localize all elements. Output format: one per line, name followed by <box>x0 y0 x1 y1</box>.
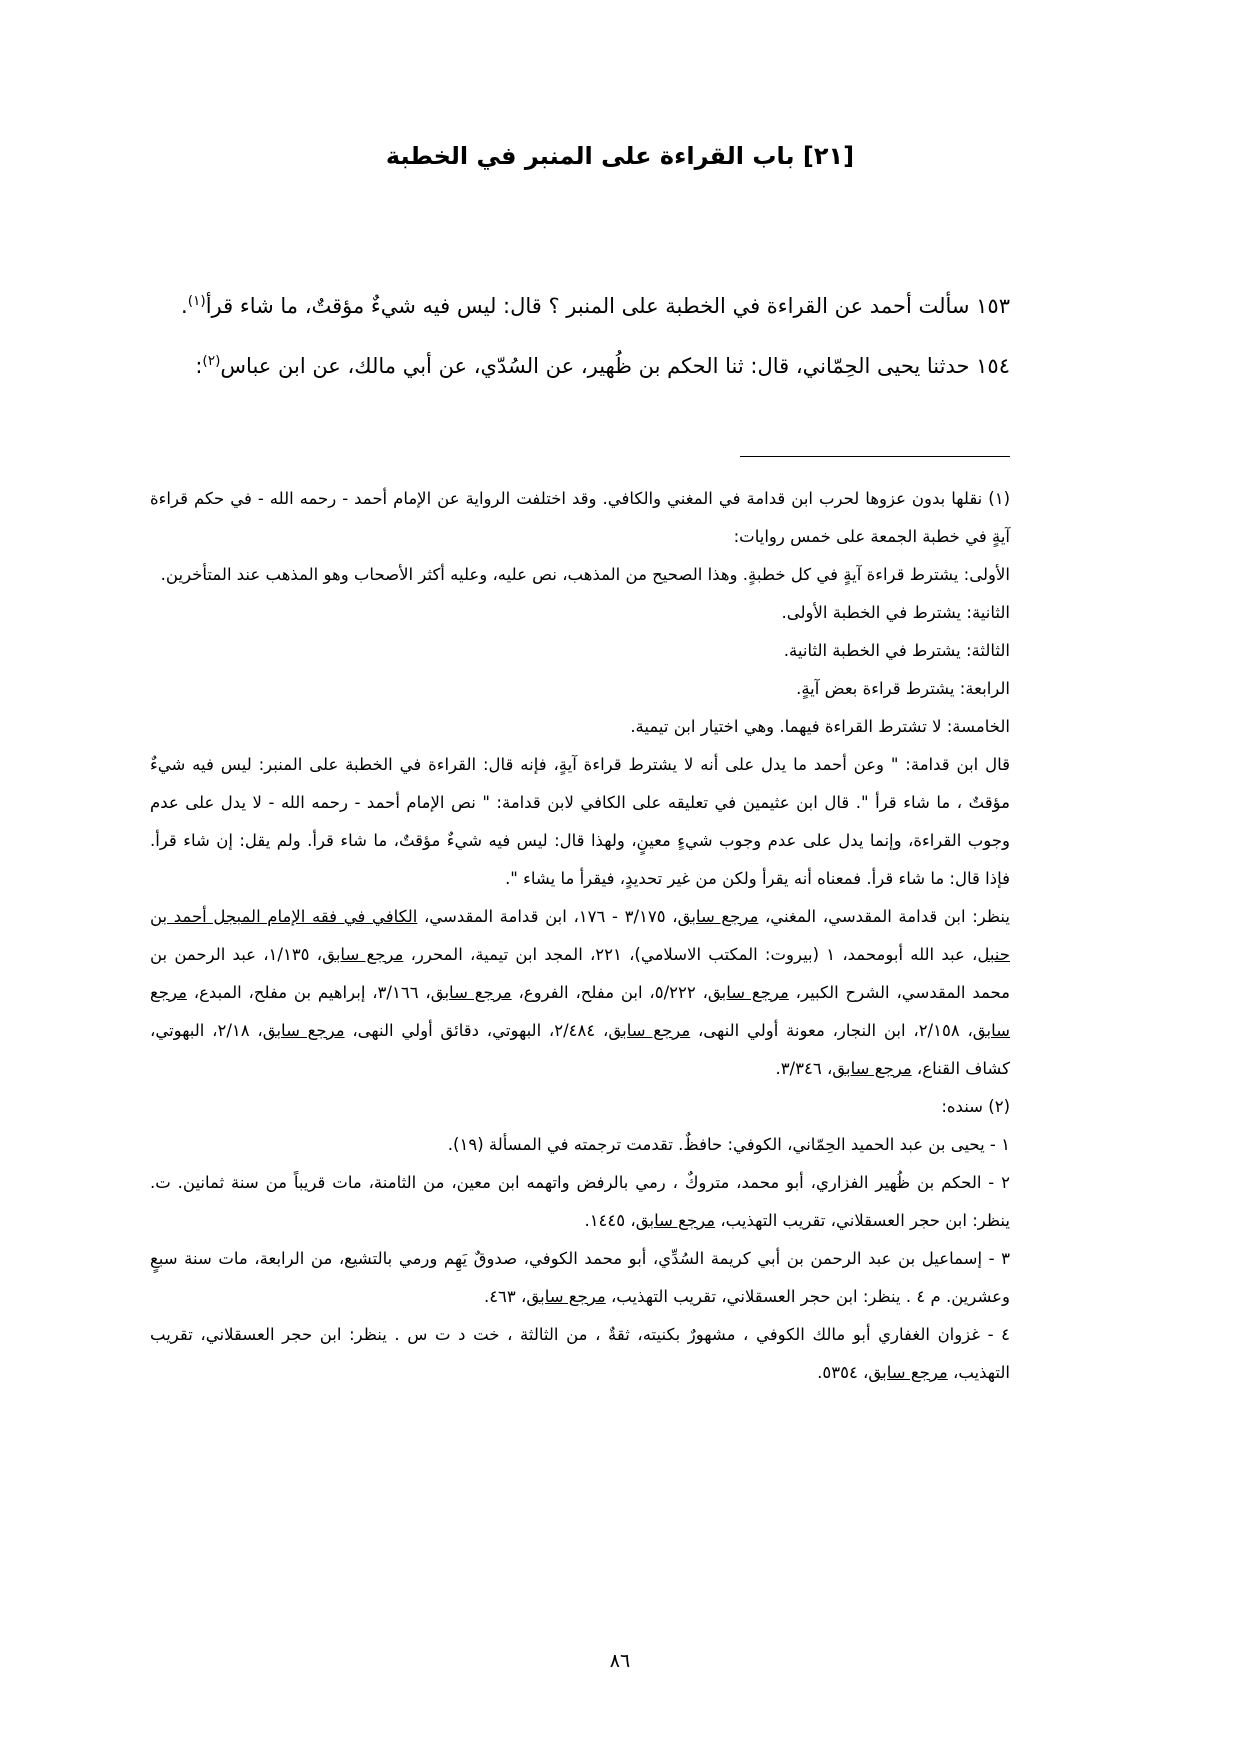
page-number: ٨٦ <box>609 1650 631 1672</box>
ref-link: مرجع سابق <box>430 983 512 1002</box>
footnote-1-fourth: الرابعة: يشترط قراءة بعض آيةٍ. <box>796 679 1010 698</box>
question-154-text: ١٥٤ حدثنا يحيى الحِمّاني، قال: ثنا الحكم بن ظُهير، عن السُدّي، عن أبي مالك، عن ابن عباس <box>220 354 1010 378</box>
ref-text: ، عبد الله أبومحمد، ١ (بيروت: المكتب الاسلامي)، ٢٢١، المجد ابن تيمية، المحرر، <box>403 945 978 964</box>
item-text: ٢ - الحكم بن ظُهير الفزاري، أبو محمد، متروكٌ ، رمي بالرفض واتهمه ابن معين، من الثامنة، مات قريباً من سنة ثمانين. ت. ينظر: ابن حجر العسقلاني، تقريب التهذيب، <box>150 1173 1010 1230</box>
ref-text: ، ٣/١٦٦، إبراهيم بن مفلح، المبدع، <box>186 983 431 1002</box>
ref-text: ، ٥/٢٢٢، ابن مفلح، الفروع، <box>511 983 708 1002</box>
ref-text: ينظر: ابن قدامة المقدسي، المغني، <box>758 907 1011 926</box>
ref-link: مرجع سابق <box>677 907 759 926</box>
question-153-end: . <box>181 294 188 318</box>
ref-text: ، ٣/٣٤٦. <box>775 1059 833 1078</box>
footnote-2-item-4 <box>150 1316 1010 1392</box>
ref-link: الكافي في فقه الإمام المبجل أحمد بن حنبل <box>150 907 1010 964</box>
ref-link: مرجع سابق <box>322 945 404 964</box>
ref-link: مرجع سابق <box>526 1287 606 1306</box>
footnote-1-intro: (١) نقلها بدون عزوها لحرب ابن قدامة في المغني والكافي. وقد اختلفت الرواية عن الإمام أحمد - رحمه الله - في حكم قراءة آيةٍ في خطبة الجمعة على خمس روايات: <box>150 489 1010 546</box>
footnote-1-third: الثالثة: يشترط في الخطبة الثانية. <box>783 641 1010 660</box>
ref-link: مرجع سابق <box>635 1211 716 1230</box>
question-154-end: : <box>195 354 203 378</box>
ref-link: مرجع سابق <box>608 1021 691 1040</box>
ref-text: ، ٣/١٧٥ - ١٧٦، ابن قدامة المقدسي، <box>417 907 678 926</box>
footnote-1-quote: قال ابن قدامة: " وعن أحمد ما يدل على أنه لا يشترط قراءة آيةٍ، فإنه قال: القراءة في الخطبة على المنبر: ليس فيه شيءٌ مؤقتٌ ، ما شاء قرأ ". قال ابن عثيمين في تعليقه على الكافي لابن قدامة: " نص الإمام أحمد - رحمه الله - لا يدل على عدم وجوب القراءة، وإنما يدل على عدم وجوب شيءٍ معينٍ، ولهذا قال: ليس فيه شيءٌ مؤقتٌ، ما شاء قرأ. ولم يقل: إن شاء قرأ. فإذا قال: ما شاء قرأ. فمعناه أنه يقرأ ولكن من غير تحديدٍ، فيقرأ ما يشاء ". <box>150 755 1010 888</box>
main-text <box>140 276 1010 396</box>
footnote-1-fifth: الخامسة: لا تشترط القراءة فيهما. وهي اختيار ابن تيمية. <box>630 717 1010 736</box>
item-text: ٣ - إسماعيل بن عبد الرحمن بن أبي كريمة السُدِّي، أبو محمد الكوفي، صدوقٌ يَهِم ورمي بالتشيع، من الرابعة، مات سنة سبعٍ وعشرين. م ٤ . ينظر: ابن حجر العسقلاني، تقريب التهذيب، <box>150 1249 1010 1306</box>
question-153 <box>140 276 1010 336</box>
footnote-1-references <box>150 898 1010 1088</box>
ref-link: مرجع سابق <box>262 1021 345 1040</box>
footnote-ref-2[interactable]: (٢) <box>202 353 221 369</box>
ref-text: ، ٢/٤٨٤، البهوتي، دقائق أولي النهى، <box>344 1021 609 1040</box>
question-153-text: ١٥٣ سألت أحمد عن القراءة في الخطبة على المنبر ؟ قال: ليس فيه شيءٌ مؤقتٌ، ما شاء قرأ <box>205 294 1010 318</box>
item-text: ، ١٤٤٥. <box>584 1211 636 1230</box>
footnote-2-item-1: ١ - يحيى بن عبد الحميد الحِمّاني، الكوفي: حافظٌ. تقدمت ترجمته في المسألة (١٩). <box>447 1135 1010 1154</box>
ref-link: مرجع سابق <box>707 983 789 1002</box>
ref-link: مرجع سابق <box>868 1363 948 1382</box>
ref-text: ، ٢/١٨، البهوتي، كشاف القناع، <box>150 1021 1010 1078</box>
footnote-2-item-2 <box>150 1164 1010 1240</box>
footnote-1-second: الثانية: يشترط في الخطبة الأولى. <box>781 603 1010 622</box>
footnote-separator <box>740 456 1010 457</box>
item-text: ، ٤٦٣. <box>483 1287 527 1306</box>
chapter-title: [٢١] باب القراءة على المنبر في الخطبة <box>385 142 855 170</box>
item-text: ، ٥٣٥٤. <box>817 1363 869 1382</box>
ref-text: ، ٢/١٥٨، ابن النجار، معونة أولي النهى، <box>690 1021 973 1040</box>
footnote-2-head: (٢) سنده: <box>941 1097 1010 1116</box>
ref-link: مرجع سابق <box>832 1059 912 1078</box>
footnote-ref-1[interactable]: (١) <box>187 293 206 309</box>
ref-link: مرجع سابق <box>150 983 1010 1040</box>
question-154 <box>140 336 1010 396</box>
footnote-2-item-3 <box>150 1240 1010 1316</box>
ref-text: ، ١/١٣٥، عبد الرحمن بن محمد المقدسي، الشرح الكبير، <box>150 945 1011 1002</box>
footnotes <box>150 480 1010 1392</box>
footnote-1-first: الأولى: يشترط قراءة آيةٍ في كل خطبةٍ. وهذا الصحيح من المذهب، نص عليه، وعليه أكثر الأصحاب وهو المذهب عند المتأخرين. <box>160 565 1010 584</box>
item-text: ٤ - غزوان الغفاري أبو مالك الكوفي ، مشهورٌ بكنيته، ثقةٌ ، من الثالثة ، خت د ت س . ينظر: ابن حجر العسقلاني، تقريب التهذيب، <box>150 1325 1010 1382</box>
